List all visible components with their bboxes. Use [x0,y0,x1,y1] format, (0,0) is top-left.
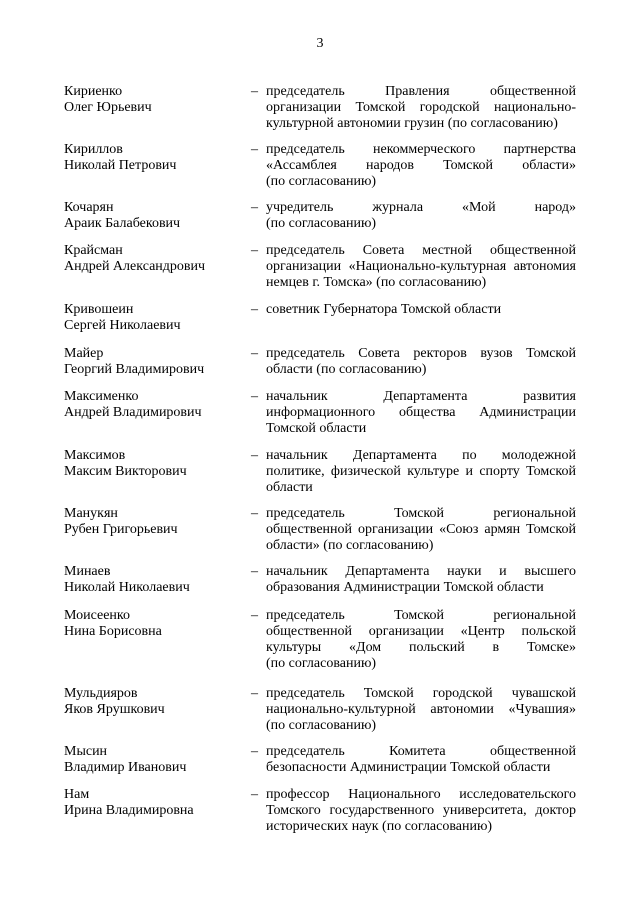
role-line: национально-культурной автономии «Чувашия» [266,702,576,717]
member-name [64,448,244,480]
member-role [266,346,576,378]
member-name [64,564,244,596]
member-name [64,142,244,174]
page-number: 3 [316,36,324,51]
member-role [266,243,576,291]
member-name [64,744,244,776]
role-line: председатель Томской региональной [266,608,576,623]
member-given-name: Олег Юрьевич [64,100,152,115]
member-surname: Кириллов [64,142,123,157]
member-given-name: Николай Николаевич [64,580,190,595]
role-line: области» (по согласованию) [266,538,434,553]
role-line: организации Томской городской национально- [266,100,576,115]
separator-dash: – [251,84,258,99]
separator-dash: – [251,302,258,317]
member-surname: Мульдияров [64,686,138,701]
separator-dash: – [251,243,258,258]
member-role [266,608,576,672]
member-name [64,302,244,334]
separator-dash: – [251,346,258,361]
separator-dash: – [251,200,258,215]
member-given-name: Андрей Владимирович [64,405,202,420]
separator-dash: – [251,744,258,759]
role-line: Томского государственного университета, доктор [266,803,576,818]
member-given-name: Андрей Александрович [64,259,206,274]
member-role [266,448,576,496]
member-surname: Кривошеин [64,302,134,317]
role-line: организации «Национально-культурная автономия [266,259,576,274]
member-surname: Кириенко [64,84,123,99]
member-name [64,389,244,421]
separator-dash: – [251,564,258,579]
role-line: председатель некоммерческого партнерства [266,142,576,157]
member-role [266,744,576,776]
role-line: председатель Совета местной общественной [266,243,576,258]
separator-dash: – [251,142,258,157]
role-line: (по согласованию) [266,174,377,189]
role-line: председатель Правления общественной [266,84,576,99]
member-name [64,243,244,275]
member-role [266,200,576,232]
role-line: политике, физической культуре и спорту Томской [266,464,576,479]
role-line: общественной организации «Союз армян Томской [266,522,576,537]
member-name [64,200,244,232]
role-line: начальник Департамента по молодежной [266,448,576,463]
member-role [266,302,576,318]
member-given-name: Максим Викторович [64,464,187,479]
role-line: (по согласованию) [266,656,377,671]
role-line: образования Администрации Томской области [266,580,544,595]
role-line: (по согласованию) [266,718,377,733]
separator-dash: – [251,506,258,521]
role-line: области [266,480,313,495]
role-line: «Ассамблея народов Томской области» [266,158,576,173]
member-role [266,84,576,132]
member-name [64,346,244,378]
role-line: председатель Томской региональной [266,506,576,521]
member-given-name: Рубен Григорьевич [64,522,178,537]
member-surname: Минаев [64,564,111,579]
member-name [64,686,244,718]
member-role [266,389,576,437]
role-line: немцев г. Томска» (по согласованию) [266,275,487,290]
role-line: профессор Национального исследовательского [266,787,576,802]
member-given-name: Николай Петрович [64,158,177,173]
role-line: начальник Департамента науки и высшего [266,564,576,579]
separator-dash: – [251,389,258,404]
member-given-name: Сергей Николаевич [64,318,181,333]
role-line: информационного общества Администрации [266,405,576,420]
member-given-name: Владимир Иванович [64,760,187,775]
member-name [64,787,244,819]
separator-dash: – [251,686,258,701]
role-line: культурной автономии грузин (по согласованию) [266,116,558,131]
member-surname: Мысин [64,744,108,759]
member-role [266,142,576,190]
separator-dash: – [251,787,258,802]
member-surname: Максименко [64,389,139,404]
member-role [266,686,576,734]
separator-dash: – [251,448,258,463]
role-line: безопасности Администрации Томской области [266,760,551,775]
member-given-name: Ирина Владимировна [64,803,194,818]
member-given-name: Араик Балабекович [64,216,181,231]
role-line: общественной организации «Центр польской [266,624,576,639]
role-line: начальник Департамента развития [266,389,576,404]
role-line: области (по согласованию) [266,362,427,377]
member-name [64,608,244,640]
member-surname: Крайсман [64,243,123,258]
member-surname: Моисеенко [64,608,130,623]
role-line: (по согласованию) [266,216,377,231]
role-line: председатель Совета ректоров вузов Томской [266,346,576,361]
role-line: учредитель журнала «Мой народ» [266,200,576,215]
member-name [64,84,244,116]
member-surname: Нам [64,787,90,802]
member-given-name: Яков Ярушкович [64,702,165,717]
role-line: председатель Томской городской чувашской [266,686,576,701]
member-role [266,564,576,596]
member-surname: Майер [64,346,104,361]
member-surname: Кочарян [64,200,114,215]
member-given-name: Нина Борисовна [64,624,162,639]
member-role [266,787,576,835]
role-line: Томской области [266,421,367,436]
role-line: советник Губернатора Томской области [266,302,502,317]
member-surname: Манукян [64,506,118,521]
member-name [64,506,244,538]
member-role [266,506,576,554]
role-line: исторических наук (по согласованию) [266,819,493,834]
member-surname: Максимов [64,448,126,463]
separator-dash: – [251,608,258,623]
role-line: культуры «Дом польский в Томске» [266,640,576,655]
role-line: председатель Комитета общественной [266,744,576,759]
member-given-name: Георгий Владимирович [64,362,205,377]
